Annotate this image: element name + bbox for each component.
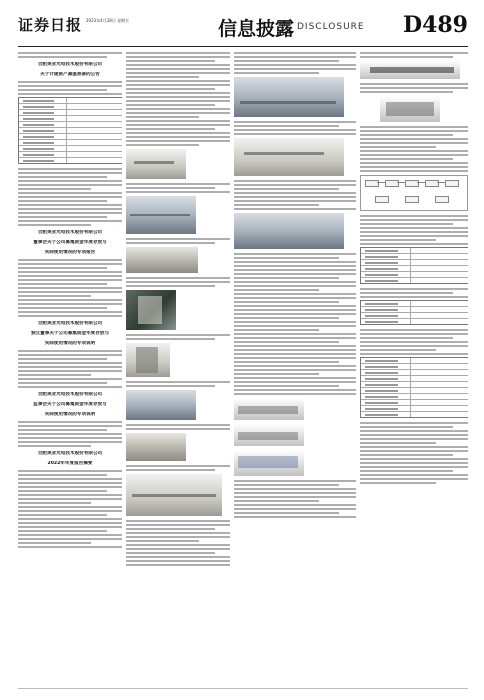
financial-table xyxy=(360,247,468,284)
notice-subtitle: 实际使用情况的专项说明 xyxy=(44,341,96,346)
edition-line: 2023年4月28日 星期五 xyxy=(86,18,130,23)
production-line-photo xyxy=(126,474,222,516)
notice-subtitle: 监事会关于公司募集资金年度存放与 xyxy=(33,402,107,407)
page-code: D489 xyxy=(402,12,468,38)
sorter-photo xyxy=(234,398,304,420)
notice-subtitle: 实际使用情况的专项说明 xyxy=(44,412,96,417)
production-line-photo xyxy=(234,138,344,176)
section-title: 信息披露 xyxy=(218,18,295,40)
masthead-rule xyxy=(18,46,468,47)
shareholder-table xyxy=(360,357,468,418)
factory-photo xyxy=(126,196,196,234)
notice-title: 合肥美亚光电技术股份有限公司 xyxy=(37,451,103,456)
equipment-photo xyxy=(126,247,198,273)
process-diagram xyxy=(360,175,468,211)
sorter-photo xyxy=(234,450,304,476)
column-2 xyxy=(126,52,230,684)
machine-photo xyxy=(126,290,176,330)
sorter-photo xyxy=(234,424,304,446)
masthead xyxy=(18,14,468,48)
sorter-photo xyxy=(360,61,460,79)
notice-table xyxy=(18,97,122,164)
column-3 xyxy=(234,52,356,684)
financial-table xyxy=(360,300,468,325)
section-title-english: DISCLOSURE xyxy=(297,22,365,32)
factory-photo xyxy=(126,149,186,179)
sorter-photo xyxy=(380,96,440,122)
machine-photo xyxy=(126,343,170,377)
factory-photo xyxy=(234,77,344,117)
factory-photo xyxy=(126,390,196,420)
notice-title: 合肥美亚光电技术股份有限公司 xyxy=(37,230,103,235)
notice-subtitle: 2022年年度报告摘要 xyxy=(47,461,93,466)
notice-title: 合肥美亚光电技术股份有限公司 xyxy=(37,392,103,397)
notice-title: 合肥美亚光电技术股份有限公司 xyxy=(37,321,103,326)
page-footer-rule xyxy=(18,688,468,689)
notice-title: 合肥美亚光电技术股份有限公司 xyxy=(37,62,103,67)
notice-subtitle: 独立董事关于公司募集资金年度存放与 xyxy=(30,331,110,336)
column-4 xyxy=(360,52,468,684)
notice-subtitle: 关于计提资产减值准备的公告 xyxy=(40,72,100,77)
column-1 xyxy=(18,52,122,684)
notice-subtitle: 董事会关于公司募集资金年度存放与 xyxy=(33,240,107,245)
newspaper-logo: 证券日报 xyxy=(18,16,83,34)
factory-photo xyxy=(234,213,344,249)
equipment-photo xyxy=(126,433,186,461)
notice-subtitle: 实际使用情况的专项报告 xyxy=(44,250,96,255)
